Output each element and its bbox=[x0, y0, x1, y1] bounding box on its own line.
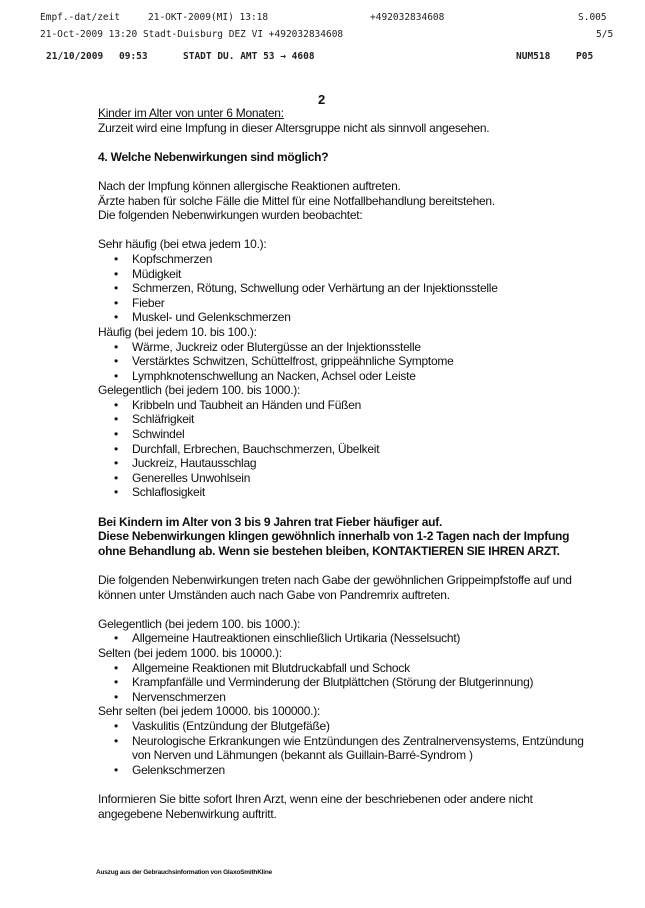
list-item: • Kribbeln und Taubheit an Händen und Füßen bbox=[98, 398, 598, 413]
fax-sender-line: 21-Oct-2009 13:20 Stadt-Duisburg DEZ VI +492032834608 bbox=[40, 29, 344, 40]
fax-orig-time: 09:53 bbox=[119, 51, 148, 62]
frequency-group-very-common bbox=[98, 237, 598, 325]
list-item: • Kopfschmerzen bbox=[98, 252, 598, 267]
fax-orig-page: P05 bbox=[576, 51, 594, 62]
list-item: • Fieber bbox=[98, 296, 598, 311]
side-effect-list bbox=[98, 719, 598, 777]
list-item: • Schmerzen, Rötung, Schwellung oder Verhärtung an der Injektionsstelle bbox=[98, 281, 598, 296]
frequency-group-occasional bbox=[98, 383, 598, 500]
fax-receive-number: +492032834608 bbox=[370, 12, 445, 23]
fax-sender-page: 5/5 bbox=[596, 29, 614, 40]
list-item: • Müdigkeit bbox=[98, 267, 598, 282]
list-item: • Lymphknotenschwellung an Nacken, Achsel oder Leiste bbox=[98, 369, 598, 384]
fax-receive-label: Empf.-dat/zeit bbox=[40, 12, 121, 23]
list-item: • Verstärktes Schwitzen, Schüttelfrost, grippeähnliche Symptome bbox=[98, 354, 598, 369]
page-number: 2 bbox=[318, 92, 326, 107]
intro-line: Ärzte haben für solche Fälle die Mittel für eine Notfallbehandlung bereitstehen. bbox=[98, 193, 495, 208]
side-effect-list bbox=[98, 631, 598, 646]
document-body bbox=[98, 106, 598, 821]
section-heading: 4. Welche Nebenwirkungen sind möglich? bbox=[98, 149, 329, 164]
list-item: • Schlaflosigkeit bbox=[98, 485, 598, 500]
frequency-group-rare bbox=[98, 646, 598, 704]
frequency-label: Sehr selten (bei jedem 10000. bis 100000.): bbox=[98, 704, 321, 719]
list-item: • Durchfall, Erbrechen, Bauchschmerzen, Übelkeit bbox=[98, 442, 598, 457]
frequency-group-very-rare bbox=[98, 704, 598, 777]
list-item: • Vaskulitis (Entzündung der Blutgefäße) bbox=[98, 719, 598, 734]
fax-orig-date: 21/10/2009 bbox=[46, 51, 104, 62]
list-item: • Generelles Unwohlsein bbox=[98, 471, 598, 486]
list-item: • Gelenkschmerzen bbox=[98, 763, 598, 778]
fax-receive-page: S.005 bbox=[578, 12, 607, 23]
infants-text: Zurzeit wird eine Impfung in dieser Altersgruppe nicht als sinnvoll angesehen. bbox=[98, 120, 490, 135]
infants-heading: Kinder im Alter von unter 6 Monaten: bbox=[98, 106, 284, 120]
frequency-label: Häufig (bei jedem 10. bis 100.): bbox=[98, 324, 257, 339]
list-item: • Schwindel bbox=[98, 427, 598, 442]
list-item: • Wärme, Juckreiz oder Blutergüsse an der Injektionsstelle bbox=[98, 340, 598, 355]
side-effect-list bbox=[98, 661, 598, 705]
frequency-group-common bbox=[98, 325, 598, 383]
children-note: Bei Kindern im Alter von 3 bis 9 Jahren trat Fieber häufiger auf. bbox=[98, 514, 443, 529]
intro-line: Nach der Impfung können allergische Reaktionen auftreten. bbox=[98, 178, 401, 193]
fax-orig-sender: STADT DU. AMT 53 → 4608 bbox=[183, 51, 315, 62]
intro-line: Die folgenden Nebenwirkungen wurden beobachtet: bbox=[98, 208, 363, 223]
fax-receive-datetime: 21-OKT-2009(MI) 13:18 bbox=[148, 12, 269, 23]
list-item: • Neurologische Erkrankungen wie Entzündungen des Zentralnervensystems, Entzündung von Nerven und Lähmungen (bekannt als Guillain-Barré-Syndrom ) bbox=[98, 734, 598, 763]
fax-orig-code: NUM518 bbox=[516, 51, 551, 62]
warning-text: Diese Nebenwirkungen klingen gewöhnlich innerhalb von 1-2 Tagen nach der Impfung ohne Behandlung ab. Wenn sie bestehen bleiben, KONTAKTIEREN SIE IHREN ARZT. bbox=[98, 529, 570, 558]
frequency-label: Selten (bei jedem 1000. bis 10000.): bbox=[98, 645, 282, 660]
regular-vaccines-text: Die folgenden Nebenwirkungen treten nach Gabe der gewöhnlichen Grippeimpfstoffe auf und können unter Umständen auch nach Gabe von Pandremrix auftreten. bbox=[98, 573, 572, 602]
list-item: • Nervenschmerzen bbox=[98, 690, 598, 705]
frequency-group-occasional-b bbox=[98, 617, 598, 646]
side-effect-list bbox=[98, 398, 598, 500]
list-item: • Schläfrigkeit bbox=[98, 412, 598, 427]
side-effect-list bbox=[98, 252, 598, 325]
closing-text: Informieren Sie bitte sofort Ihren Arzt, wenn eine der beschriebenen oder andere nicht angegebene Nebenwirkung auftritt. bbox=[98, 791, 533, 821]
frequency-label: Sehr häufig (bei etwa jedem 10.): bbox=[98, 237, 267, 252]
list-item: • Juckreiz, Hautausschlag bbox=[98, 456, 598, 471]
frequency-label: Gelegentlich (bei jedem 100. bis 1000.): bbox=[98, 616, 301, 631]
list-item: • Allgemeine Hautreaktionen einschließlich Urtikaria (Nesselsucht) bbox=[98, 631, 598, 646]
frequency-label: Gelegentlich (bei jedem 100. bis 1000.): bbox=[98, 383, 301, 398]
list-item: • Allgemeine Reaktionen mit Blutdruckabfall und Schock bbox=[98, 661, 598, 676]
side-effect-list bbox=[98, 340, 598, 384]
list-item: • Krampfanfälle und Verminderung der Blutplättchen (Störung der Blutgerinnung) bbox=[98, 675, 598, 690]
source-footer: Auszug aus der Gebrauchsinformation von GlaxoSmithKline bbox=[96, 869, 273, 876]
list-item: • Muskel- und Gelenkschmerzen bbox=[98, 310, 598, 325]
